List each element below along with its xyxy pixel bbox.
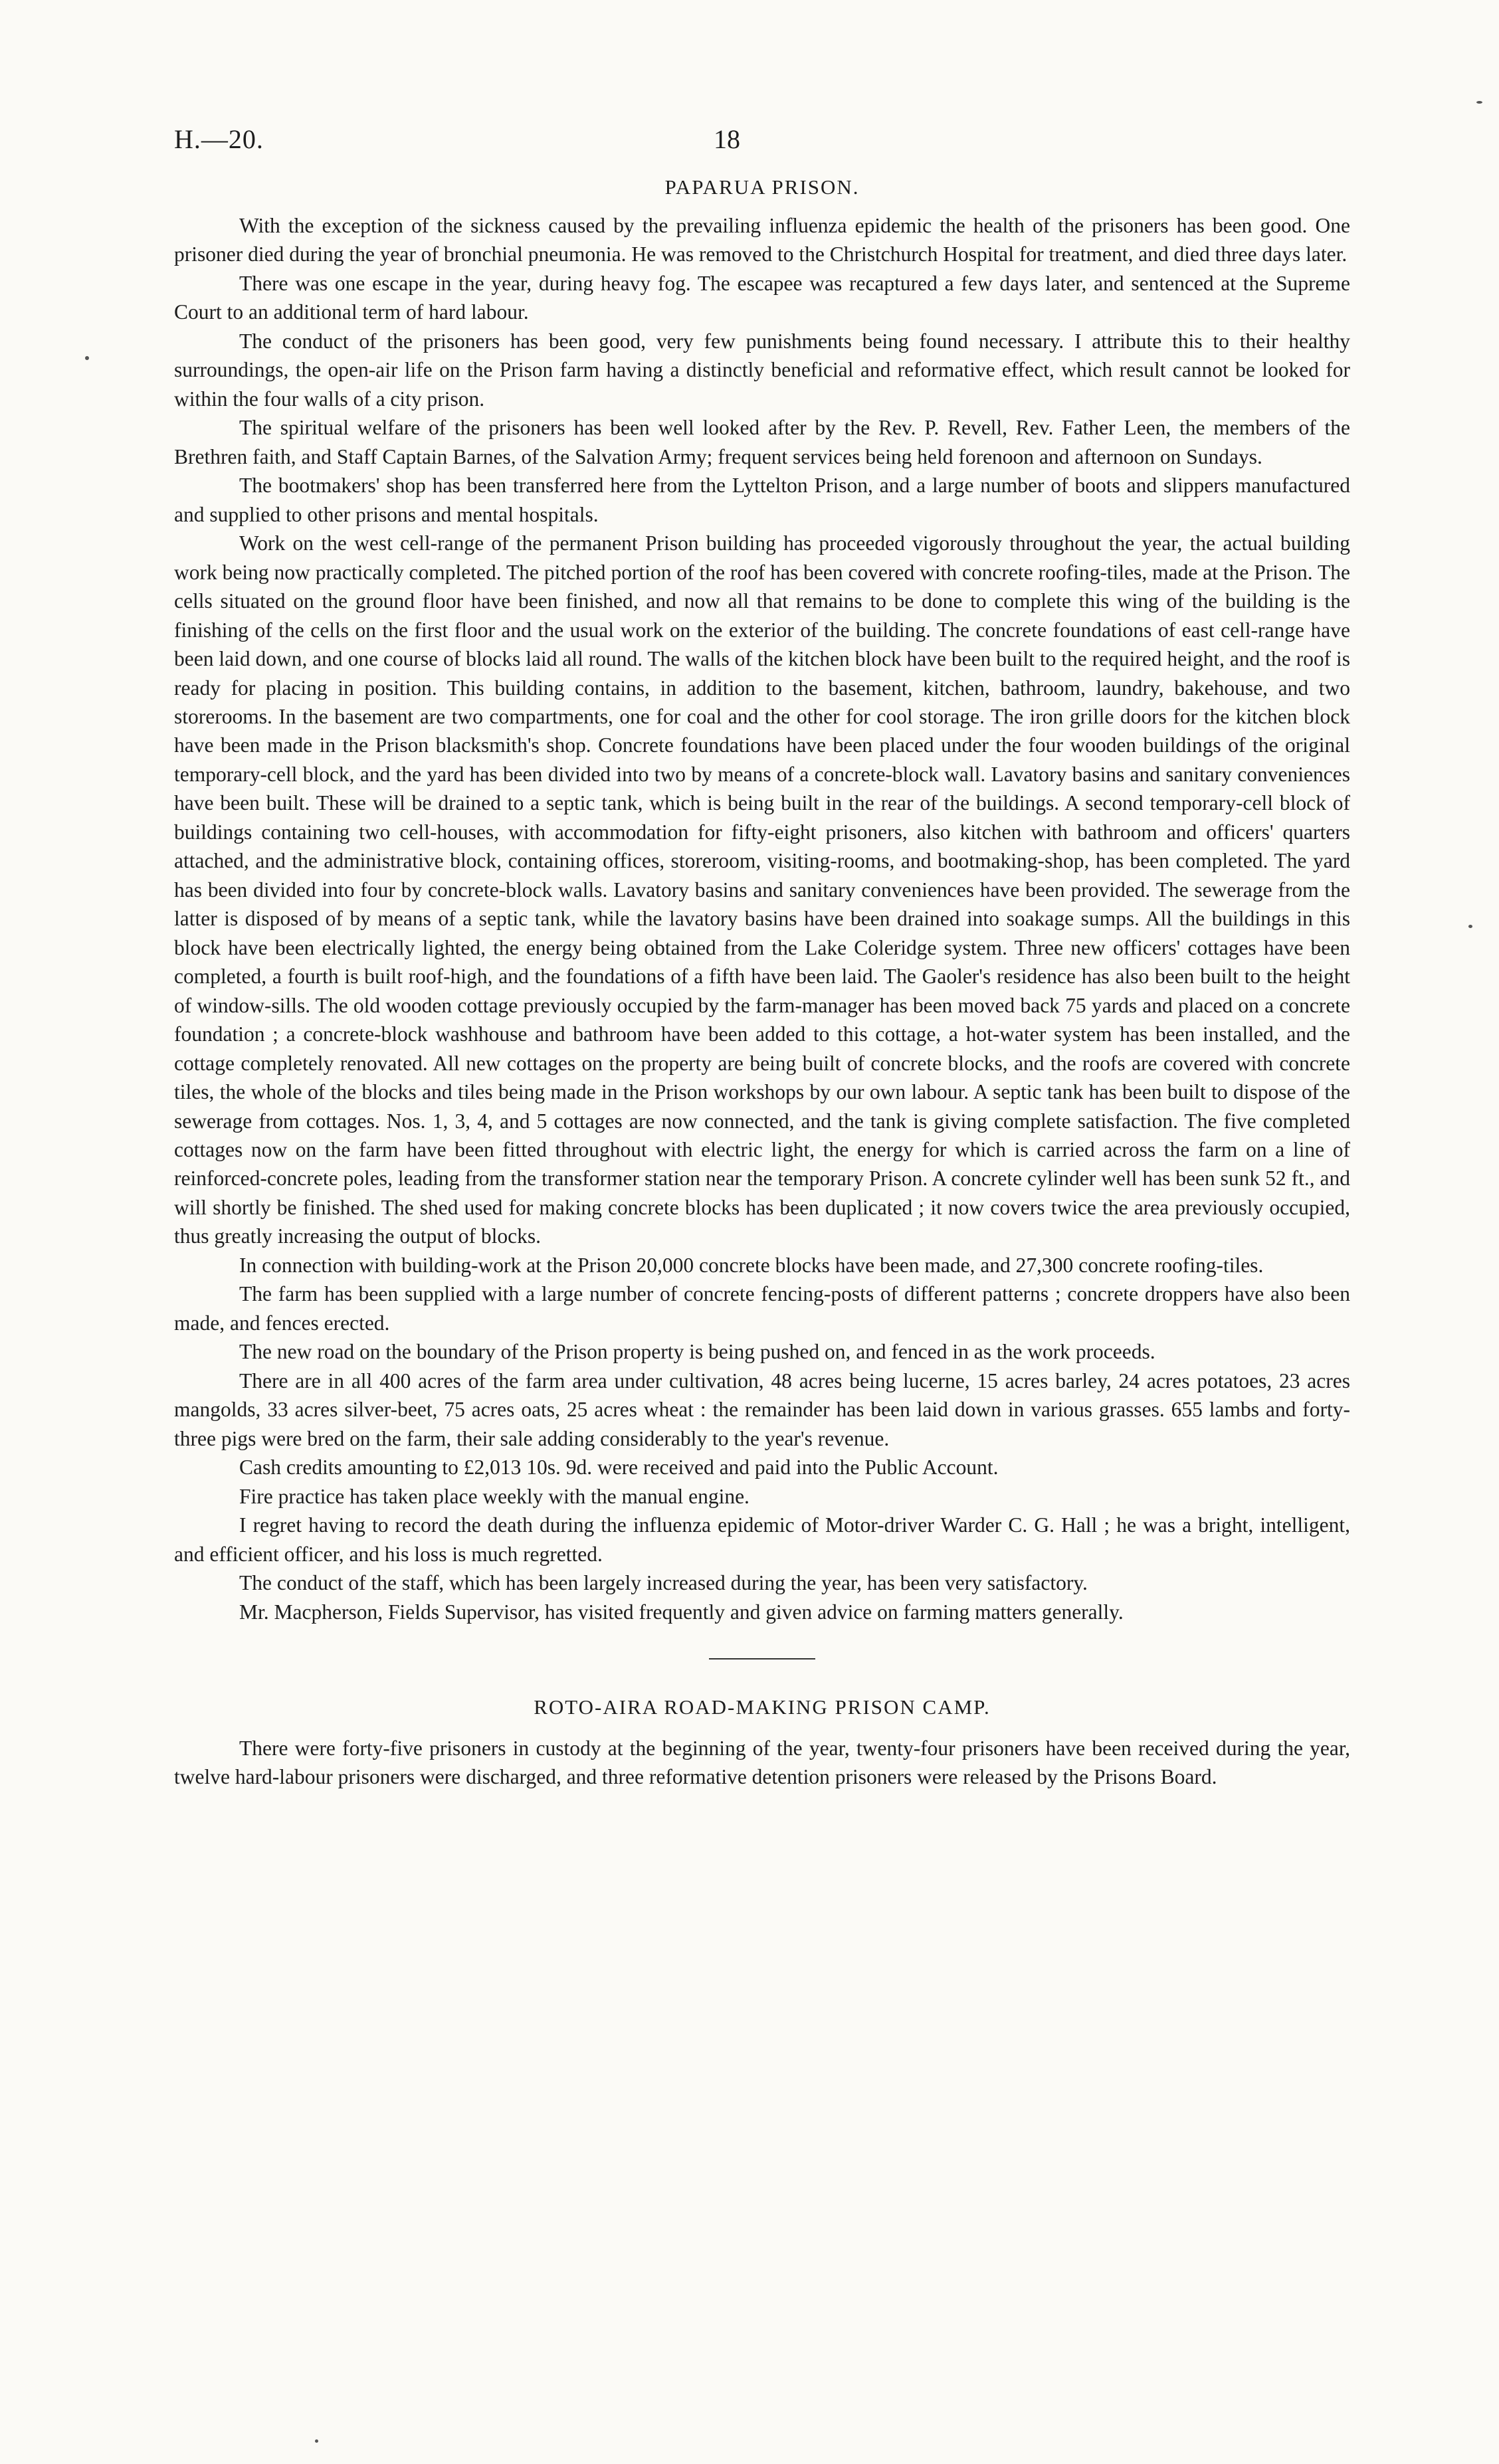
section-title-roto-aira: ROTO-AIRA ROAD-MAKING PRISON CAMP. [534, 1695, 991, 1719]
paragraph-fire-practice: Fire practice has taken place weekly with the manual engine. [239, 1484, 750, 1508]
margin-mark [85, 356, 89, 360]
margin-mark [1476, 101, 1482, 104]
page-header [174, 118, 1350, 165]
paragraph-bootmakers: The bootmakers' shop has been transferred here from the Lyttelton Prison, and a large number of boots and slippers manufactured and supplied to other prisons and mental hospitals. [174, 474, 1350, 526]
section-body-roto-aira [174, 1734, 1350, 1792]
paragraph-death-of-warder: I regret having to record the death during the influenza epidemic of Motor-driver Warder C. G. Hall ; he was a bright, intelligent, and efficient officer, and his loss is much regretted. [174, 1513, 1350, 1566]
paragraph-prisoners-in-custody: There were forty-five prisoners in custody at the beginning of the year, twenty-four prisoners have been received during the year, twelve hard-labour prisoners were discharged, and three reformative detention prisoners were released by the Prisons Board. [174, 1736, 1350, 1789]
paragraph-escape: There was one escape in the year, during heavy fog. The escapee was recaptured a few days later, and sentenced at the Supreme Court to an additional term of hard labour. [174, 271, 1350, 324]
page-number: 18 [714, 124, 740, 154]
paragraph-conduct: The conduct of the prisoners has been good, very few punishments being found necessary. I attribute this to their healthy surroundings, the open-air life on the Prison farm having a distinctly beneficial and reformative effect, which result cannot be looked for within the four walls of a city prison. [174, 329, 1350, 411]
paragraph-concrete-blocks: In connection with building-work at the Prison 20,000 concrete blocks have been made, and 27,300 concrete roofing-tiles. [239, 1253, 1264, 1277]
section-divider [709, 1658, 815, 1659]
paragraph-spiritual-welfare: The spiritual welfare of the prisoners has been well looked after by the Rev. P. Revell, Rev. Father Leen, the members of the Brethren faith, and Staff Captain Barnes, of the Salvation Army; frequent services being held forenoon and afternoon on Sundays. [174, 416, 1350, 468]
paragraph-cultivation: There are in all 400 acres of the farm area under cultivation, 48 acres being lucerne, 15 acres barley, 24 acres potatoes, 23 acres mangolds, 33 acres silver-beet, 75 acres oats, 25 acres wheat : the remainder has been laid down in various grasses. 655 lambs and forty-three pigs were bred on the farm, their sale adding considerably to the year's revenue. [174, 1369, 1350, 1450]
margin-mark [1468, 925, 1472, 928]
paragraph-staff-conduct: The conduct of the staff, which has been largely increased during the year, has been very satisfactory. [239, 1571, 1088, 1595]
paragraph-new-road: The new road on the boundary of the Prison property is being pushed on, and fenced in as the work proceeds. [239, 1340, 1155, 1364]
document-page [174, 118, 1350, 1792]
section-title-paparua: PAPARUA PRISON. [664, 175, 860, 199]
section-body-paparua [174, 211, 1350, 1626]
paragraph-health: With the exception of the sickness caused by the prevailing influenza epidemic the health of the prisoners has been good. One prisoner died during the year of bronchial pneumonia. He was removed to the Christchurch Hospital for treatment, and died three days later. [174, 214, 1350, 266]
report-reference: H.—20. [174, 124, 264, 154]
margin-mark [315, 2439, 318, 2443]
paragraph-building-work: Work on the west cell-range of the permanent Prison building has proceeded vigorously throughout the year, the actual building work being now practically completed. The pitched portion of the roof has been covered with concrete roofing-tiles, made at the Prison. The cells situated on the ground floor have been finished, and now all that remains to be done to complete this wing of the building is the finishing of the cells on the first floor and the usual work on the exterior of the building. The concrete foundations of east cell-range have been laid down, and one course of blocks laid all round. The walls of the kitchen block have been built to the required height, and the roof is ready for placing in position. This building contains, in addition to the basement, kitchen, bathroom, laundry, bakehouse, and two storerooms. In the basement are two compartments, one for coal and the other for cool storage. The iron grille doors for the kitchen block have been made in the Prison blacksmith's shop. Concrete foundations have been placed under the four wooden buildings of the original temporary-cell block, and the yard has been divided into two by means of a concrete-block wall. Lavatory basins and sanitary conveniences have been built. These will be drained to a septic tank, which is being built in the rear of the buildings. A second temporary-cell block of buildings containing two cell-houses, with accommodation for fifty-eight prisoners, also kitchen with bathroom and officers' quarters attached, and the administrative block, containing offices, storeroom, visiting-rooms, and bootmaking-shop, has been completed. The yard has been divided into four by concrete-block walls. Lavatory basins and sanitary conveniences have been provided. The sewerage from the latter is disposed of by means of a septic tank, while the lavatory basins have been drained into soakage sumps. All the buildings in this block have been electrically lighted, the energy being obtained from the Lake Coleridge system. Three new officers' cottages have been completed, a fourth is built roof-high, and the foundations of a fifth have been laid. The Gaoler's residence has also been built to the height of window-sills. The old wooden cottage previously occupied by the farm-manager has been moved back 75 yards and placed on a concrete foundation ; a concrete-block washhouse and bathroom have been added to this cottage, a hot-water system has been installed, and the cottage completely renovated. All new cottages on the property are being built of concrete blocks, and the roofs are covered with concrete tiles, the whole of the blocks and tiles being made in the Prison workshops by our own labour. A septic tank has been built to dispose of the sewerage from cottages. Nos. 1, 3, 4, and 5 cottages are now connected, and the tank is giving complete satisfaction. The five completed cottages now on the farm have been fitted throughout with electric light, the energy for which is carried across the farm on a line of reinforced-concrete poles, leading from the transformer station near the temporary Prison. A concrete cylinder well has been sunk 52 ft., and will shortly be finished. The shed used for making concrete blocks has been duplicated ; it now covers twice the area previously occupied, thus greatly increasing the output of blocks. [174, 531, 1350, 1248]
paragraph-fields-supervisor: Mr. Macpherson, Fields Supervisor, has visited frequently and given advice on farming matters generally. [239, 1600, 1124, 1624]
paragraph-fencing: The farm has been supplied with a large number of concrete fencing-posts of different patterns ; concrete droppers have also been made, and fences erected. [174, 1282, 1350, 1335]
paragraph-cash-credits: Cash credits amounting to £2,013 10s. 9d. were received and paid into the Public Account. [239, 1456, 999, 1479]
